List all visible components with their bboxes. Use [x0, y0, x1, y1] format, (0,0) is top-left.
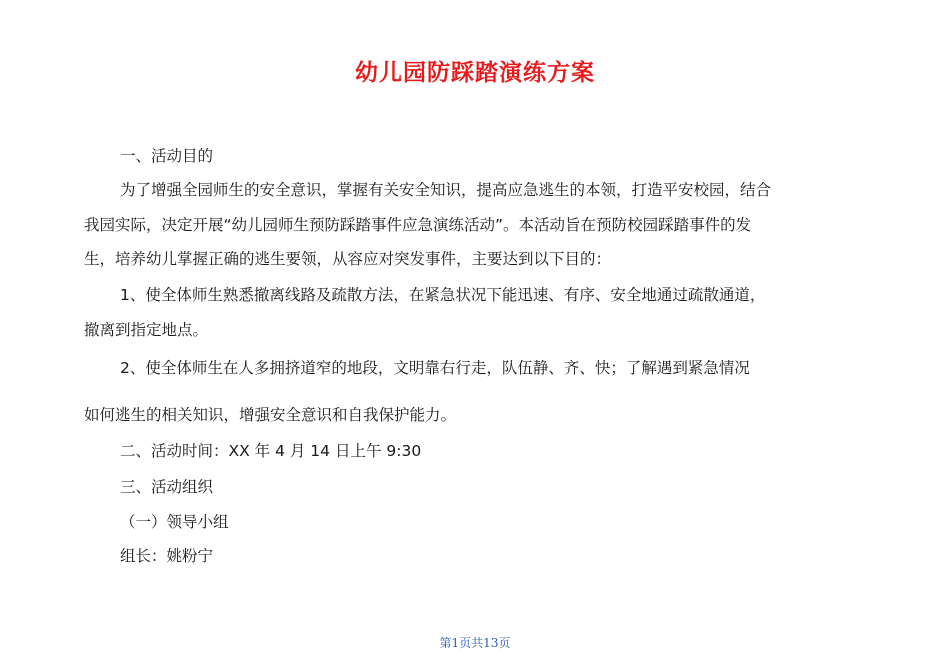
paragraph-line: 撤离到指定地点。 [84, 321, 209, 339]
paragraph-line: 为了增强全园师生的安全意识，掌握有关安全知识，提高应急逃生的本领，打造平安校园，结合 [120, 181, 772, 199]
page-number-footer: 第1页共13页 [439, 636, 511, 650]
paragraph-line: 1、使全体师生熟悉撤离线路及疏散方法，在紧急状况下能迅速、有序、安全地通过疏散通道， [120, 286, 766, 304]
document-title: 幼儿园防踩踏演练方案 [355, 60, 595, 86]
section-heading-organization: 三、活动组织 [120, 478, 214, 496]
paragraph-line: 2、使全体师生在人多拥挤道窄的地段，文明靠右行走，队伍静、齐、快；了解遇到紧急情况 [120, 359, 750, 377]
paragraph-line: 我园实际，决定开展“幼儿园师生预防踩踏事件应急演练活动”。本活动旨在预防校园踩踏事件的发 [84, 216, 752, 234]
section-heading-time: 二、活动时间：XX 年 4 月 14 日上午 9:30 [120, 442, 422, 460]
paragraph-line: 生，培养幼儿掌握正确的逃生要领，从容应对突发事件，主要达到以下目的： [84, 250, 612, 268]
section-heading-purpose: 一、活动目的 [120, 147, 214, 165]
subsection-heading-leadership: （一）领导小组 [120, 513, 229, 531]
leader-line: 组长：姚粉宁 [120, 547, 214, 565]
paragraph-line: 如何逃生的相关知识，增强安全意识和自我保护能力。 [84, 406, 457, 424]
